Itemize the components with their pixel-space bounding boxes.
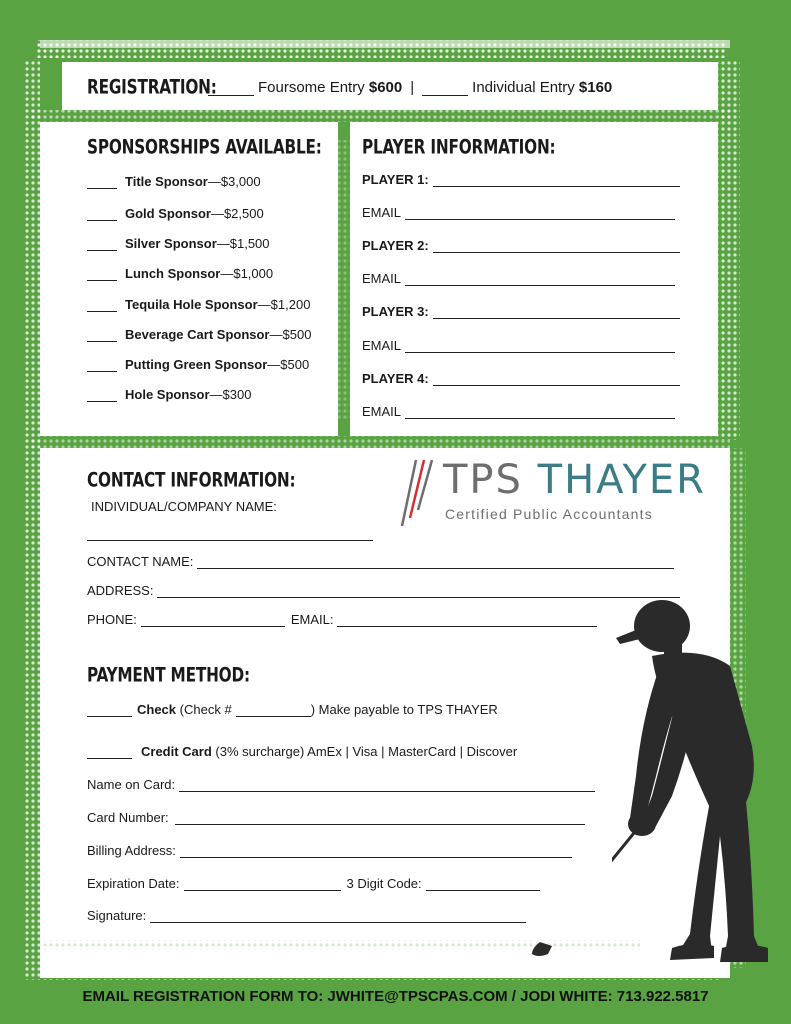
sponsorship-price: —$300 xyxy=(209,387,252,402)
address-field[interactable] xyxy=(157,585,680,598)
contact-info-heading: CONTACT INFORMATION: xyxy=(87,469,296,492)
sponsorship-item xyxy=(87,387,251,402)
contact-name-row xyxy=(87,554,674,569)
foursome-blank[interactable] xyxy=(208,81,254,96)
sponsorship-checkbox-blank[interactable] xyxy=(87,329,117,342)
sponsorship-checkbox-blank[interactable] xyxy=(87,238,117,251)
player-3-field[interactable] xyxy=(433,306,680,319)
card-number-row xyxy=(87,810,585,825)
foursome-price: $600 xyxy=(368,79,403,96)
card-number-label: Card Number: xyxy=(87,810,169,825)
player-3-email-label: EMAIL xyxy=(362,338,402,353)
player-2-row xyxy=(362,238,680,253)
sponsorship-item xyxy=(87,266,273,281)
name-on-card-label: Name on Card: xyxy=(87,777,176,792)
phone-email-row xyxy=(87,612,597,627)
sponsorship-item xyxy=(87,174,261,189)
sponsorship-price: —$1,000 xyxy=(220,266,274,281)
name-on-card-field[interactable] xyxy=(179,779,595,792)
sponsorship-price: —$500 xyxy=(267,357,310,372)
player-2-email-row xyxy=(362,271,675,286)
sponsorship-name: Lunch Sponsor xyxy=(125,266,221,281)
sponsorship-name: Title Sponsor xyxy=(125,174,208,189)
company-name-label: INDIVIDUAL/COMPANY NAME: xyxy=(91,499,277,514)
player-4-label: PLAYER 4: xyxy=(362,371,429,386)
logo-tps: TPS xyxy=(443,457,523,503)
credit-card-row xyxy=(87,744,517,759)
card-number-field[interactable] xyxy=(175,812,585,825)
logo-wordmark xyxy=(443,457,706,503)
tps-thayer-logo-mark xyxy=(398,456,438,536)
sponsorship-price: —$1,200 xyxy=(257,297,311,312)
billing-address-label: Billing Address: xyxy=(87,843,176,858)
phone-field[interactable] xyxy=(141,614,285,627)
player-3-email-field[interactable] xyxy=(405,340,675,353)
digit-code-label: 3 Digit Code: xyxy=(346,876,422,891)
player-4-email-row xyxy=(362,404,675,419)
sponsorship-checkbox-blank[interactable] xyxy=(87,389,117,402)
player-2-label: PLAYER 2: xyxy=(362,238,429,253)
signature-row xyxy=(87,908,526,923)
contact-name-field[interactable] xyxy=(197,556,674,569)
registration-options xyxy=(208,79,612,96)
logo-thayer: THAYER xyxy=(537,457,706,503)
payment-heading: PAYMENT METHOD: xyxy=(87,664,250,687)
player-4-row xyxy=(362,371,680,386)
sponsorship-checkbox-blank[interactable] xyxy=(87,299,117,312)
sponsorship-price: —$3,000 xyxy=(207,174,261,189)
player-2-field[interactable] xyxy=(433,240,680,253)
sponsorship-item xyxy=(87,206,264,221)
sponsorships-heading: SPONSORSHIPS AVAILABLE: xyxy=(87,136,322,159)
check-blank[interactable] xyxy=(87,704,132,717)
credit-card-label: Credit Card xyxy=(141,744,212,759)
contact-name-label: CONTACT NAME: xyxy=(87,554,194,569)
individual-blank[interactable] xyxy=(422,81,468,96)
player-3-row xyxy=(362,304,680,319)
sponsorship-name: Silver Sponsor xyxy=(125,236,217,251)
sponsorship-name: Gold Sponsor xyxy=(125,206,211,221)
sponsorship-price: —$1,500 xyxy=(216,236,270,251)
sponsorship-name: Tequila Hole Sponsor xyxy=(125,297,258,312)
check-number-field[interactable] xyxy=(236,704,311,717)
check-number-label: (Check # xyxy=(179,702,232,717)
player-2-email-label: EMAIL xyxy=(362,271,402,286)
sponsorship-price: —$500 xyxy=(269,327,312,342)
player-4-field[interactable] xyxy=(433,373,680,386)
expiration-label: Expiration Date: xyxy=(87,876,180,891)
golfer-silhouette-illustration xyxy=(612,596,772,981)
individual-label: Individual Entry xyxy=(472,79,575,96)
sponsorship-checkbox-blank[interactable] xyxy=(87,268,117,281)
player-1-email-label: EMAIL xyxy=(362,205,402,220)
foursome-label: Foursome Entry xyxy=(258,79,365,96)
footer-email-instructions: EMAIL REGISTRATION FORM TO: JWHITE@TPSCPAS.COM / JODI WHITE: 713.922.5817 xyxy=(82,988,709,1005)
player-1-field[interactable] xyxy=(433,174,680,187)
sponsorship-checkbox-blank[interactable] xyxy=(87,176,117,189)
player-1-email-row xyxy=(362,205,675,220)
address-label: ADDRESS: xyxy=(87,583,154,598)
company-name-field[interactable] xyxy=(87,528,373,541)
sponsorship-price: —$2,500 xyxy=(210,206,264,221)
player-4-email-label: EMAIL xyxy=(362,404,402,419)
sponsorship-checkbox-blank[interactable] xyxy=(87,208,117,221)
sponsorship-item xyxy=(87,236,270,251)
billing-address-row xyxy=(87,843,572,858)
player-3-label: PLAYER 3: xyxy=(362,304,429,319)
signature-label: Signature: xyxy=(87,908,147,923)
check-payable-text: ) Make payable to TPS THAYER xyxy=(310,702,498,717)
sponsorship-checkbox-blank[interactable] xyxy=(87,359,117,372)
billing-address-field[interactable] xyxy=(180,845,572,858)
sponsorship-item xyxy=(87,327,311,342)
digit-code-field[interactable] xyxy=(426,878,540,891)
logo-tagline: Certified Public Accountants xyxy=(445,506,653,522)
sponsorship-name: Putting Green Sponsor xyxy=(125,357,268,372)
player-1-row xyxy=(362,172,680,187)
individual-price: $160 xyxy=(578,79,613,96)
registration-heading: REGISTRATION: xyxy=(87,76,217,99)
sponsorship-name: Hole Sponsor xyxy=(125,387,210,402)
player-info-heading: PLAYER INFORMATION: xyxy=(362,136,556,159)
sponsorship-item xyxy=(87,357,309,372)
player-4-email-field[interactable] xyxy=(405,406,675,419)
check-label: Check xyxy=(137,702,177,717)
sponsorship-name: Beverage Cart Sponsor xyxy=(125,327,270,342)
credit-card-detail: (3% surcharge) AmEx | Visa | MasterCard | Discover xyxy=(215,744,518,759)
registration-separator: | xyxy=(410,79,415,96)
player-2-email-field[interactable] xyxy=(405,273,675,286)
expiration-field[interactable] xyxy=(184,878,341,891)
check-row xyxy=(87,702,498,717)
name-on-card-row xyxy=(87,777,595,792)
expiration-row xyxy=(87,876,540,891)
phone-label: PHONE: xyxy=(87,612,137,627)
contact-email-field[interactable] xyxy=(337,614,597,627)
address-row xyxy=(87,583,680,598)
credit-card-blank[interactable] xyxy=(87,746,132,759)
contact-email-label: EMAIL: xyxy=(290,612,334,627)
sponsorship-item xyxy=(87,297,310,312)
signature-field[interactable] xyxy=(150,910,526,923)
player-1-label: PLAYER 1: xyxy=(362,172,429,187)
player-1-email-field[interactable] xyxy=(405,207,675,220)
golf-club-head xyxy=(530,940,560,960)
player-3-email-row xyxy=(362,338,675,353)
